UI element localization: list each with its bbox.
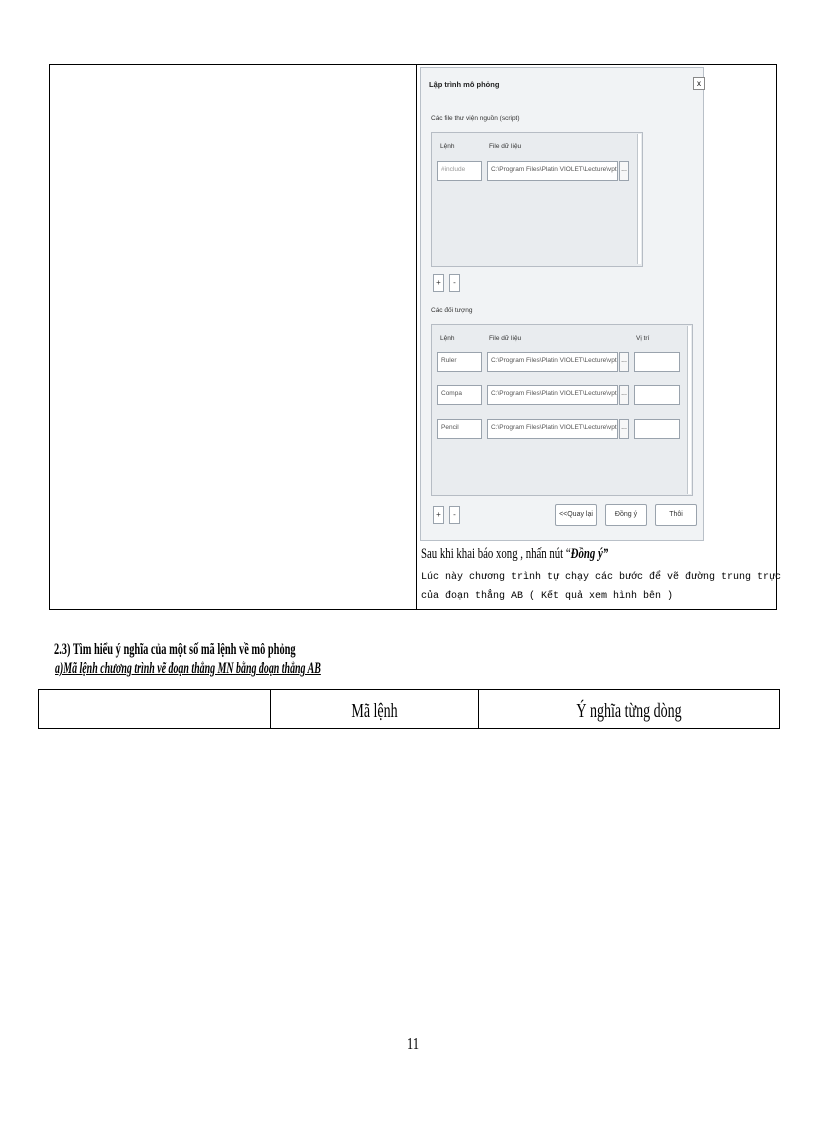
dialog-title: Lập trình mô phỏng — [429, 80, 500, 89]
object-position-input[interactable] — [634, 352, 680, 372]
table-header-code: Mã lệnh — [351, 700, 398, 722]
libraries-remove-button[interactable]: - — [449, 274, 460, 292]
libraries-label: Các file thư viện nguồn (script) — [431, 115, 520, 122]
objects-label: Các đối tượng — [431, 307, 473, 314]
caption-bold: Đồng ý — [570, 546, 603, 562]
back-button[interactable]: <<Quay lại — [555, 504, 597, 526]
table-divider — [270, 689, 271, 729]
libraries-scrollbar[interactable] — [637, 134, 641, 264]
object-position-input[interactable] — [634, 385, 680, 405]
close-icon[interactable]: x — [693, 77, 705, 90]
exit-button[interactable]: Thôi — [655, 504, 697, 526]
objects-remove-button[interactable]: - — [449, 506, 460, 524]
caption-suffix: ” — [602, 546, 609, 562]
libraries-add-button[interactable]: + — [433, 274, 444, 292]
object-command-input[interactable]: Ruler — [437, 352, 482, 372]
simulation-dialog — [420, 67, 704, 541]
table-divider — [478, 689, 479, 729]
browse-button[interactable]: ... — [619, 161, 629, 181]
ok-button[interactable]: Đồng ý — [605, 504, 647, 526]
object-position-input[interactable] — [634, 419, 680, 439]
include-file-input[interactable]: C:\Program Files\Platin VIOLET\Lecture\vpt — [487, 161, 618, 181]
object-command-input[interactable]: Compa — [437, 385, 482, 405]
section-subtitle: a)Mã lệnh chương trình vẽ đoạn thẳng MN bằng đoạn thẳng AB — [55, 660, 321, 677]
objects-scrollbar[interactable] — [687, 326, 691, 494]
include-command-input[interactable]: #include — [437, 161, 482, 181]
object-file-input[interactable]: C:\Program Files\Platin VIOLET\Lecture\vpt — [487, 352, 618, 372]
objects-group — [431, 324, 693, 496]
caption-prefix: Sau khi khai báo xong , nhấn nút “ — [421, 546, 571, 562]
libraries-col-command: Lệnh — [440, 143, 455, 150]
browse-button[interactable]: ... — [619, 385, 629, 405]
objects-col-command: Lệnh — [440, 335, 455, 342]
browse-button[interactable]: ... — [619, 419, 629, 439]
caption-line-3: của đoạn thẳng AB ( Kết quả xem hình bên ) — [421, 591, 674, 602]
libraries-group — [431, 132, 643, 267]
section-title: 2.3) Tìm hiểu ý nghĩa của một số mã lệnh về mô phỏng — [54, 641, 296, 658]
objects-col-file: File dữ liệu — [489, 335, 522, 342]
top-table-divider — [416, 64, 417, 610]
object-file-input[interactable]: C:\Program Files\Platin VIOLET\Lecture\vpt — [487, 385, 618, 405]
page-number: 11 — [406, 1034, 420, 1053]
libraries-col-file: File dữ liệu — [489, 143, 522, 150]
browse-button[interactable]: ... — [619, 352, 629, 372]
caption-line-1 — [421, 546, 608, 563]
objects-add-button[interactable]: + — [433, 506, 444, 524]
object-file-input[interactable]: C:\Program Files\Platin VIOLET\Lecture\vpt — [487, 419, 618, 439]
objects-col-position: Vị trí — [636, 335, 650, 342]
table-header-meaning: Ý nghĩa từng dòng — [576, 700, 682, 722]
object-command-input[interactable]: Pencil — [437, 419, 482, 439]
caption-line-2: Lúc này chương trình tự chạy các bước để vẽ đường trung trực — [421, 572, 782, 583]
